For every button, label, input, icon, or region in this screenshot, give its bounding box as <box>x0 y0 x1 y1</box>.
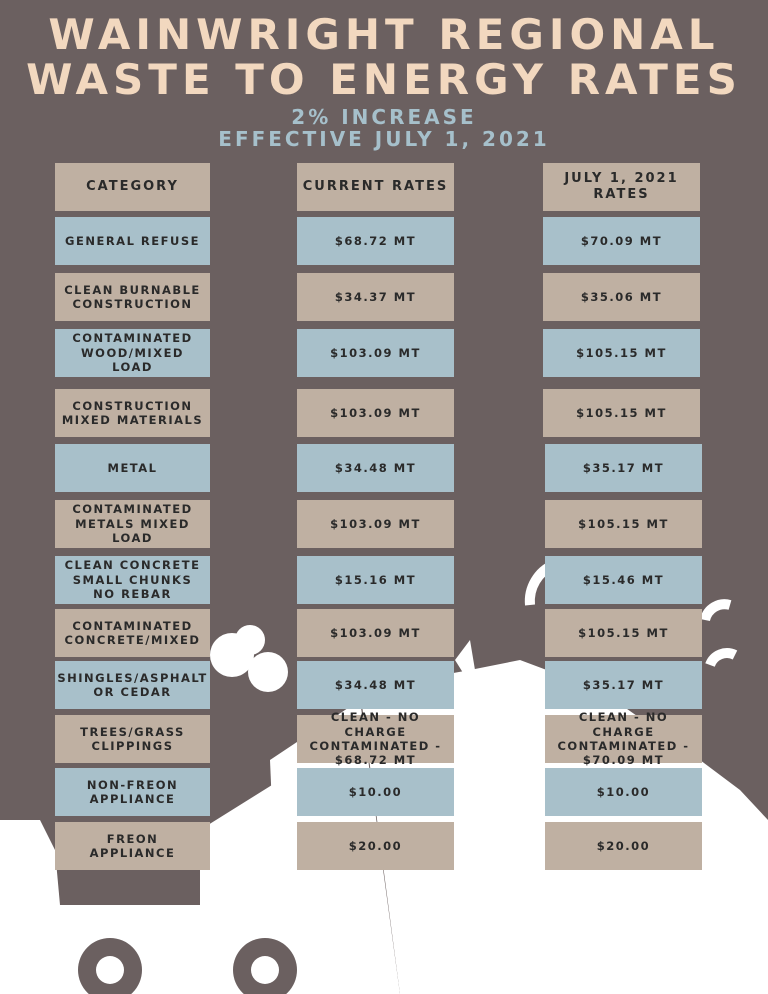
current-rate-cell: $34.48 MT <box>297 661 454 709</box>
july-rate-cell: $105.15 MT <box>543 329 700 377</box>
current-rate-cell: $34.48 MT <box>297 444 454 492</box>
category-cell: NON-FREON APPLIANCE <box>55 768 210 816</box>
category-cell: CLEAN CONCRETE SMALL CHUNKS NO REBAR <box>55 556 210 604</box>
header-category: CATEGORY <box>55 163 210 211</box>
page-title-line-1: WAINWRIGHT REGIONAL <box>48 10 720 59</box>
category-cell: CONTAMINATED METALS MIXED LOAD <box>55 500 210 548</box>
july-rate-cell: $10.00 <box>545 768 702 816</box>
current-rate-cell: $103.09 MT <box>297 500 454 548</box>
july-rate-cell: $20.00 <box>545 822 702 870</box>
subtitle-line-1: 2% INCREASE <box>291 105 477 129</box>
current-rate-cell: $103.09 MT <box>297 389 454 437</box>
category-cell: TREES/GRASS CLIPPINGS <box>55 715 210 763</box>
july-rate-cell: $35.17 MT <box>545 444 702 492</box>
category-cell: GENERAL REFUSE <box>55 217 210 265</box>
july-rate-cell: CLEAN - NO CHARGE CONTAMINATED - $70.09 MT <box>545 715 702 763</box>
category-cell: SHINGLES/ASPHALT OR CEDAR <box>55 661 210 709</box>
category-cell: FREON APPLIANCE <box>55 822 210 870</box>
subtitle-line-2: EFFECTIVE JULY 1, 2021 <box>218 127 550 151</box>
current-rate-cell: CLEAN - NO CHARGE CONTAMINATED - $68.72 MT <box>297 715 454 763</box>
july-rate-cell: $15.46 MT <box>545 556 702 604</box>
current-rate-cell: $20.00 <box>297 822 454 870</box>
header-july-rates: JULY 1, 2021 RATES <box>543 163 700 211</box>
current-rate-cell: $103.09 MT <box>297 609 454 657</box>
july-rate-cell: $105.15 MT <box>545 500 702 548</box>
current-rate-cell: $10.00 <box>297 768 454 816</box>
current-rate-cell: $103.09 MT <box>297 329 454 377</box>
current-rate-cell: $34.37 MT <box>297 273 454 321</box>
july-rate-cell: $70.09 MT <box>543 217 700 265</box>
category-cell: CONTAMINATED CONCRETE/MIXED <box>55 609 210 657</box>
july-rate-cell: $105.15 MT <box>545 609 702 657</box>
current-rate-cell: $15.16 MT <box>297 556 454 604</box>
july-rate-cell: $35.06 MT <box>543 273 700 321</box>
category-cell: CLEAN BURNABLE CONSTRUCTION <box>55 273 210 321</box>
page-title-line-2: WASTE TO ENERGY RATES <box>26 55 742 104</box>
july-rate-cell: $35.17 MT <box>545 661 702 709</box>
category-cell: CONSTRUCTION MIXED MATERIALS <box>55 389 210 437</box>
july-rate-cell: $105.15 MT <box>543 389 700 437</box>
header-current-rates: CURRENT RATES <box>297 163 454 211</box>
category-cell: CONTAMINATED WOOD/MIXED LOAD <box>55 329 210 377</box>
category-cell: METAL <box>55 444 210 492</box>
current-rate-cell: $68.72 MT <box>297 217 454 265</box>
